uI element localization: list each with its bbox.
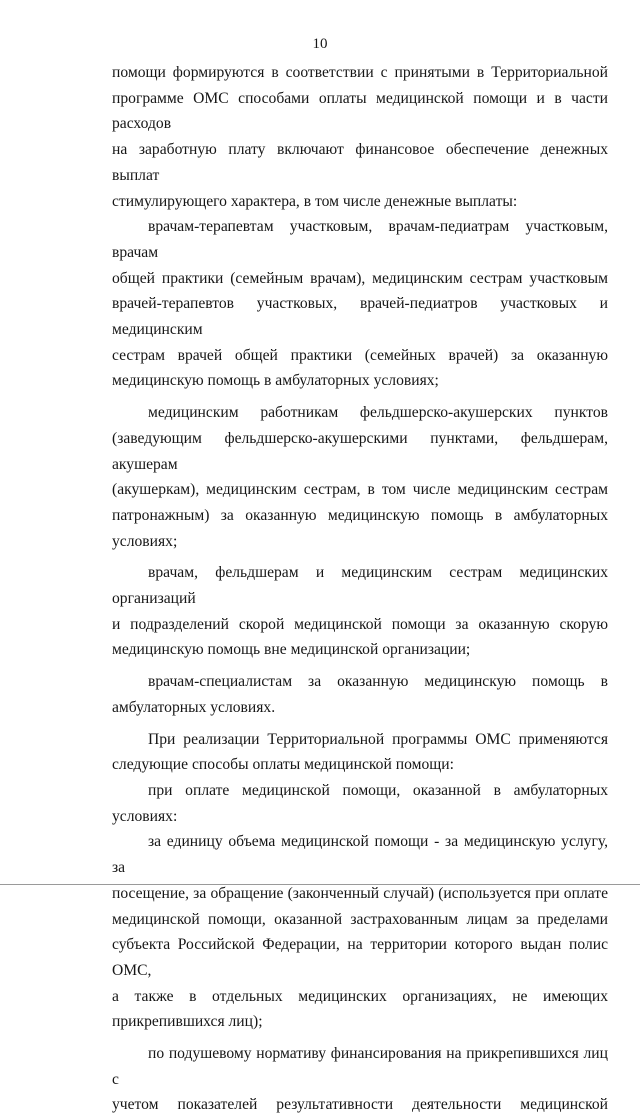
page-number: 10	[312, 36, 328, 52]
text-line: субъекта Российской Федерации, на территории которого выдан полис ОМС,	[112, 936, 608, 979]
text-line: на заработную плату включают финансовое обеспечение денежных выплат	[112, 141, 608, 184]
text-line: и подразделений скорой медицинской помощи за оказанную скорую	[112, 615, 608, 633]
text-line: врачам, фельдшерам и медицинским сестрам медицинских организаций	[112, 564, 608, 608]
text-line: стимулирующего характера, в том числе денежные выплаты:	[112, 192, 518, 210]
text-line: врачей-терапевтов участковых, врачей-педиатров участковых и медицинским	[112, 295, 608, 339]
text-line: (заведующим фельдшерско-акушерскими пунктами, фельдшерам, акушерам	[112, 429, 608, 473]
text-line: врачам-специалистам за оказанную медицинскую помощь в	[148, 673, 608, 691]
text-line: амбулаторных условиях.	[112, 698, 276, 716]
paragraph-unit-of-volume	[112, 829, 608, 1035]
page-bottom-edge	[0, 884, 640, 885]
text-line: по подушевому нормативу финансирования на прикрепившихся лиц с	[112, 1045, 608, 1088]
text-line: учетом показателей результативности деятельности медицинской	[112, 1096, 608, 1114]
text-line: сестрам врачей общей практики (семейных врачей) за оказанную	[112, 346, 608, 364]
text-line: медицинскую помощь в амбулаторных условиях;	[112, 372, 439, 390]
paragraph-list-item	[112, 669, 608, 720]
text-line: общей практики (семейным врачам), медицинским сестрам участковым	[112, 269, 608, 287]
text-line: (акушеркам), медицинским сестрам, в том числе медицинским сестрам	[112, 481, 608, 499]
text-line: патронажным) за оказанную медицинскую помощь в амбулаторных	[112, 506, 608, 524]
text-line: за единицу объема медицинской помощи - за медицинскую услугу, за	[112, 833, 608, 877]
paragraph-outpatient-payment	[112, 778, 608, 829]
paragraph-list-item	[112, 214, 608, 394]
text-line: при оплате медицинской помощи, оказанной в амбулаторных условиях:	[112, 781, 608, 825]
paragraph-per-capita	[112, 1041, 608, 1118]
text-line: медицинским работникам фельдшерско-акушерских пунктов	[148, 404, 608, 422]
paragraph-list-item	[112, 560, 608, 663]
text-line: При реализации Территориальной программы ОМС применяются	[148, 730, 608, 748]
paragraph-payment-methods-intro	[112, 727, 608, 778]
text-line: медицинскую помощь вне медицинской организации;	[112, 641, 471, 659]
text-line: условиях;	[112, 532, 178, 550]
text-line: врачам-терапевтам участковым, врачам-педиатрам участковым, врачам	[112, 218, 608, 261]
paragraph-list-item	[112, 400, 608, 554]
text-line: прикрепившихся лиц);	[112, 1013, 263, 1031]
paragraph-continuation	[112, 60, 608, 214]
text-line: медицинской помощи, оказанной застрахованным лицам за пределами	[112, 910, 608, 928]
text-line: помощи формируются в соответствии с принятыми в Территориальной	[112, 64, 608, 81]
document-body	[112, 60, 608, 1118]
text-line: посещение, за обращение (законченный случай) (используется при оплате	[112, 884, 608, 902]
text-line: программе ОМС способами оплаты медицинской помощи и в части расходов	[112, 89, 608, 133]
text-line: а также в отдельных медицинских организациях, не имеющих	[112, 987, 608, 1005]
text-line: следующие способы оплаты медицинской помощи:	[112, 756, 454, 774]
